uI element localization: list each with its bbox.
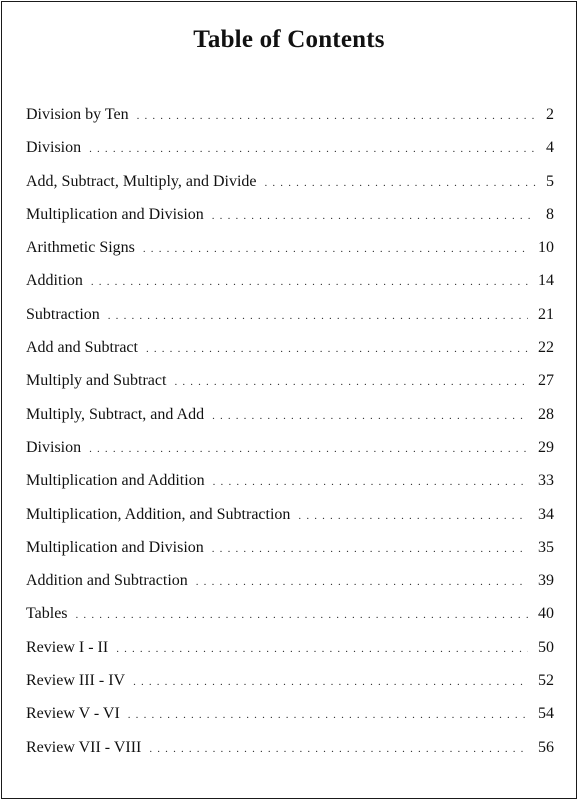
dot-leader [212, 410, 528, 422]
toc-entry [26, 705, 554, 738]
toc-entry [26, 272, 554, 305]
toc-entry-page-number: 50 [538, 638, 554, 656]
toc-entry [26, 339, 554, 372]
toc-entry-label: Multiplication and Division [26, 205, 204, 223]
dot-leader [143, 243, 528, 255]
toc-entry-label: Division by Ten [26, 106, 129, 123]
toc-entry-label: Multiplication and Addition [26, 472, 205, 490]
toc-entry-page-number: 14 [538, 272, 554, 290]
toc-entry [26, 572, 554, 605]
toc-entry [26, 406, 554, 439]
dot-leader [89, 143, 534, 155]
toc-entry-page-number: 40 [538, 605, 554, 623]
toc-entry [26, 239, 554, 272]
dot-leader [116, 643, 528, 655]
dot-leader [76, 609, 528, 621]
toc-entry-label: Division [26, 438, 82, 456]
toc-entry-page-number: 10 [538, 239, 554, 257]
toc-entry-page-number: 39 [538, 572, 554, 590]
toc-entry-label: Division [26, 139, 82, 157]
toc-entry [26, 506, 554, 539]
dot-leader [133, 676, 528, 688]
toc-entry-label: Multiply and Subtract [26, 372, 167, 390]
toc-entry-label: Review III - IV [26, 672, 126, 690]
toc-entry-label: Subtraction [26, 305, 100, 323]
toc-entry-page-number: 8 [546, 205, 554, 223]
dot-leader [265, 177, 537, 189]
toc-entry [26, 605, 554, 638]
toc-entry [26, 539, 554, 572]
toc-entry-page-number: 28 [538, 405, 554, 423]
dot-leader [128, 709, 528, 721]
toc-entry [26, 639, 554, 672]
toc-entry-label: Addition [26, 272, 83, 290]
toc-entry-label: Arithmetic Signs [26, 239, 135, 257]
toc-entry-page-number: 4 [546, 139, 554, 157]
toc-entry-page-number: 56 [538, 738, 554, 756]
toc-entry-page-number: 52 [538, 672, 554, 690]
dot-leader [174, 376, 528, 388]
toc-entry-page-number: 29 [538, 438, 554, 456]
toc-entry [26, 106, 554, 139]
toc-entry [26, 139, 554, 172]
toc-entry-label: Review I - II [26, 638, 109, 656]
toc-entry-page-number: 27 [538, 372, 554, 390]
toc-entry-label: Multiplication and Division [26, 538, 204, 556]
toc-entry-page-number: 35 [538, 538, 554, 556]
dot-leader [298, 510, 528, 522]
dot-leader [212, 543, 528, 555]
toc-entry-label: Add, Subtract, Multiply, and Divide [26, 172, 257, 190]
dot-leader [137, 110, 535, 122]
toc-entry-page-number: 21 [538, 305, 554, 323]
toc-entry [26, 439, 554, 472]
toc-entry-label: Tables [26, 605, 68, 623]
toc-entry [26, 206, 554, 239]
dot-leader [108, 310, 528, 322]
toc-entry-page-number: 34 [538, 505, 554, 523]
toc-entry-label: Addition and Subtraction [26, 572, 188, 590]
dot-leader [213, 476, 528, 488]
dot-leader [149, 743, 528, 755]
toc-entry [26, 672, 554, 705]
toc-entry [26, 739, 554, 772]
toc-entry [26, 173, 554, 206]
document-page [1, 1, 577, 799]
dot-leader [91, 276, 528, 288]
toc-entry-page-number: 2 [546, 106, 554, 123]
dot-leader [89, 443, 528, 455]
toc-entry [26, 372, 554, 405]
toc-entry-page-number: 5 [546, 172, 554, 190]
toc-entry-label: Review V - VI [26, 705, 120, 723]
toc-entry-label: Review VII - VIII [26, 738, 142, 756]
table-of-contents-list [26, 106, 554, 772]
dot-leader [212, 210, 536, 222]
toc-entry-page-number: 33 [538, 472, 554, 490]
toc-entry [26, 472, 554, 505]
page-title: Table of Contents [193, 26, 385, 53]
toc-entry-label: Multiplication, Addition, and Subtraction [26, 505, 291, 523]
dot-leader [146, 343, 528, 355]
toc-entry-page-number: 54 [538, 705, 554, 723]
toc-entry-label: Multiply, Subtract, and Add [26, 405, 205, 423]
toc-entry [26, 306, 554, 339]
dot-leader [196, 576, 528, 588]
toc-entry-label: Add and Subtract [26, 339, 138, 357]
toc-entry-page-number: 22 [538, 339, 554, 357]
